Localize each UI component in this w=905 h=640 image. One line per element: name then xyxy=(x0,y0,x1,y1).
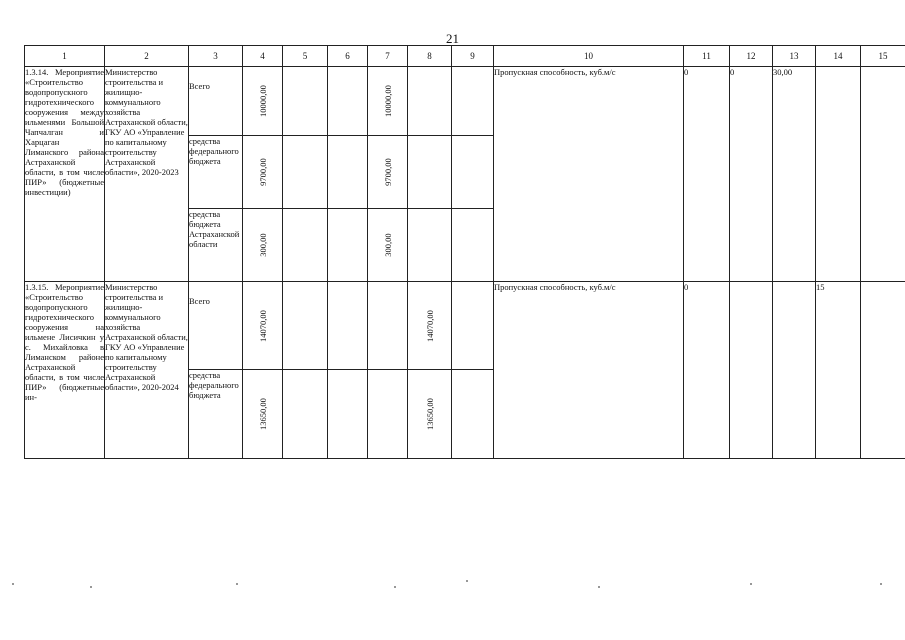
scan-speck xyxy=(880,583,882,585)
col4-value: 13650,00 xyxy=(243,370,283,459)
col11-value: 0 xyxy=(684,67,730,282)
col15-value xyxy=(861,282,905,459)
column-header: 11 xyxy=(684,46,730,67)
measure-title: Мероприятие «Строительство водопропускного гидротехнического сооружения на ильмене Лисичкин у с. Михайловка в Лиманском районе Астраханской области, в том числе ПИР» (бюджетные ин- xyxy=(25,282,104,402)
col8-value xyxy=(408,67,452,136)
measure-code: 1.3.15. xyxy=(25,282,49,292)
col9-value xyxy=(452,136,494,209)
col13-value xyxy=(773,282,816,459)
col5-value xyxy=(283,136,328,209)
executor-cell: Министерство строительства и жилищно-коммунального хозяйства Астраханской области, ГКУ АО «Управление по капитальному строительству Астраханской области», 2020-2023 xyxy=(105,67,189,282)
col5-value xyxy=(283,370,328,459)
scan-speck xyxy=(394,586,396,588)
funding-source-label: Всего xyxy=(189,282,243,370)
col8-value: 13650,00 xyxy=(408,370,452,459)
col7-value xyxy=(368,370,408,459)
col12-value xyxy=(730,282,773,459)
col13-value: 30,00 xyxy=(773,67,816,282)
col9-value xyxy=(452,209,494,282)
executor-cell: Министерство строительства и жилищно-коммунального хозяйства Астраханской области, ГКУ АО «Управление по капитальному строительству Астраханской области», 2020-2024 xyxy=(105,282,189,459)
measure-cell xyxy=(25,67,105,282)
col4-value: 300,00 xyxy=(243,209,283,282)
col4-value: 9700,00 xyxy=(243,136,283,209)
column-header: 5 xyxy=(283,46,328,67)
indicator-cell: Пропускная способность, куб.м/с xyxy=(494,282,684,459)
scan-speck xyxy=(466,580,468,582)
column-header: 9 xyxy=(452,46,494,67)
program-table xyxy=(24,45,905,459)
col7-value: 300,00 xyxy=(368,209,408,282)
col7-value: 10000,00 xyxy=(368,67,408,136)
col5-value xyxy=(283,67,328,136)
col9-value xyxy=(452,370,494,459)
scan-speck xyxy=(90,586,92,588)
column-header: 4 xyxy=(243,46,283,67)
col7-value: 9700,00 xyxy=(368,136,408,209)
col8-value xyxy=(408,209,452,282)
col7-value xyxy=(368,282,408,370)
column-header: 12 xyxy=(730,46,773,67)
measure-cell xyxy=(25,282,105,459)
column-header: 8 xyxy=(408,46,452,67)
column-header: 10 xyxy=(494,46,684,67)
scan-speck xyxy=(236,583,238,585)
col14-value xyxy=(816,67,861,282)
col6-value xyxy=(328,209,368,282)
col12-value: 0 xyxy=(730,67,773,282)
col8-value xyxy=(408,136,452,209)
column-header: 14 xyxy=(816,46,861,67)
col6-value xyxy=(328,282,368,370)
scan-speck xyxy=(750,583,752,585)
scan-speck xyxy=(598,586,600,588)
table-row xyxy=(25,282,905,370)
col15-value xyxy=(861,67,905,282)
header-row xyxy=(25,46,905,67)
col6-value xyxy=(328,136,368,209)
col4-value: 10000,00 xyxy=(243,67,283,136)
measure-code: 1.3.14. xyxy=(25,67,49,77)
page-number: 21 xyxy=(446,31,459,46)
col9-value xyxy=(452,67,494,136)
col4-value: 14070,00 xyxy=(243,282,283,370)
scan-speck xyxy=(12,583,14,585)
column-header: 13 xyxy=(773,46,816,67)
column-header: 3 xyxy=(189,46,243,67)
column-header: 15 xyxy=(861,46,905,67)
indicator-cell: Пропускная способность, куб.м/с xyxy=(494,67,684,282)
table-row xyxy=(25,67,905,136)
col5-value xyxy=(283,282,328,370)
column-header: 7 xyxy=(368,46,408,67)
funding-source-label: средства федерального бюджета xyxy=(189,370,243,459)
col9-value xyxy=(452,282,494,370)
column-header: 6 xyxy=(328,46,368,67)
funding-source-label: средства федерального бюджета xyxy=(189,136,243,209)
funding-source-label: Всего xyxy=(189,67,243,136)
col8-value: 14070,00 xyxy=(408,282,452,370)
col6-value xyxy=(328,370,368,459)
column-header: 2 xyxy=(105,46,189,67)
col14-value: 15 xyxy=(816,282,861,459)
funding-source-label: средства бюджета Астраханской области xyxy=(189,209,243,282)
col6-value xyxy=(328,67,368,136)
col11-value: 0 xyxy=(684,282,730,459)
col5-value xyxy=(283,209,328,282)
column-header: 1 xyxy=(25,46,105,67)
measure-title: Мероприятие «Строительство водопропускного гидротехнического сооружения между ильменями Большой Чапчалган и Харцаган Лиманского района Астраханской области, в том числе ПИР» (бюджетные инвестиции) xyxy=(25,67,104,197)
